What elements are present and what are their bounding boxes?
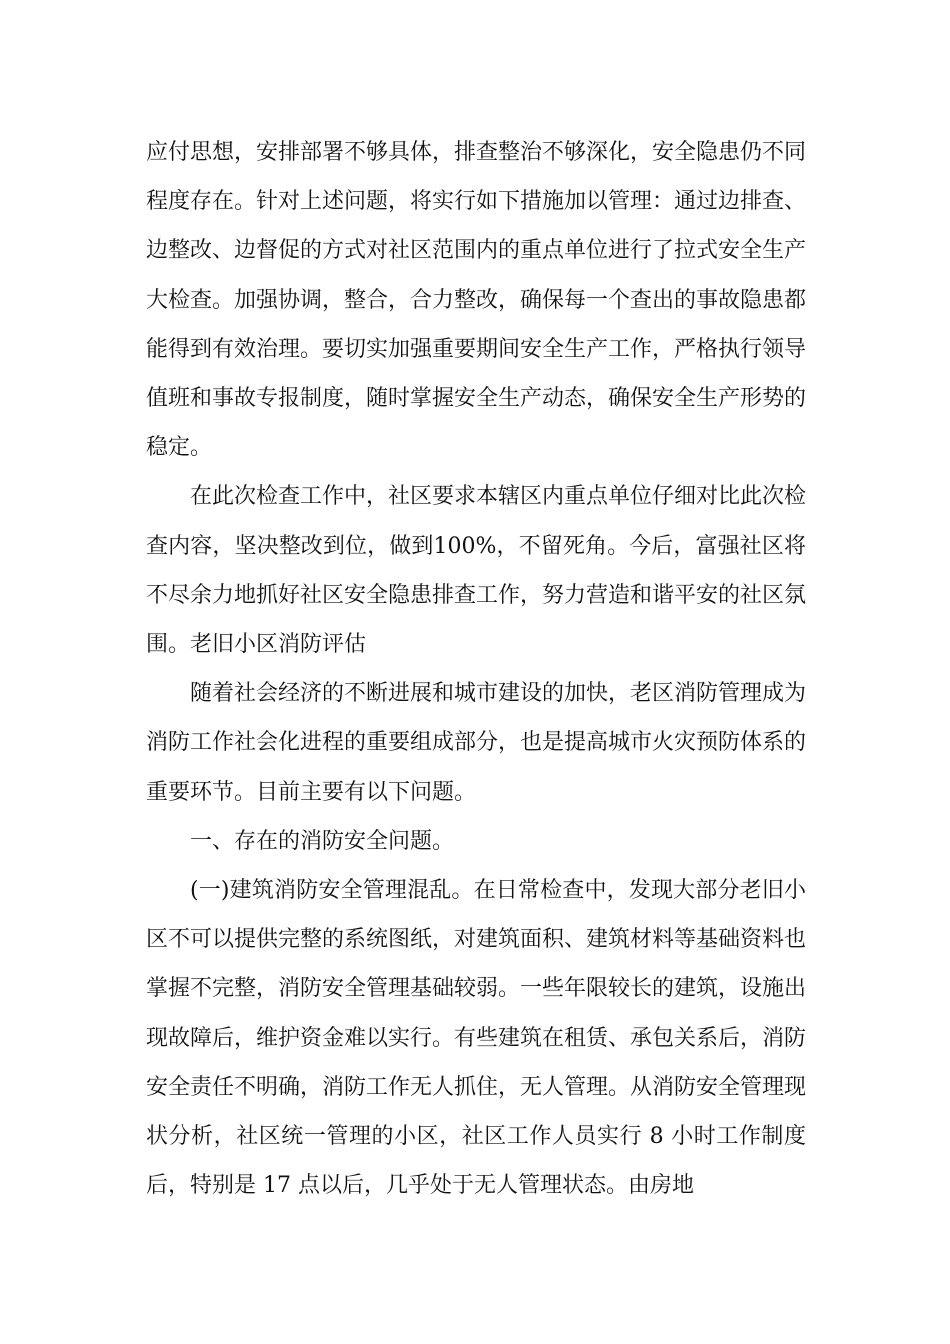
document-body <box>146 128 806 1210</box>
paragraph-inspection-work: 在此次检查工作中，社区要求本辖区内重点单位仔细对比此次检查内容，坚决整改到位，做到100%，不留死角。今后，富强社区将不尽余力地抓好社区安全隐患排查工作，努力营造和谐平安的社区氛围。老旧小区消防评估 <box>146 484 807 658</box>
paragraph-continued: 应付思想，安排部署不够具体，排查整治不够深化，安全隐患仍不同程度存在。针对上述问题，将实行如下措施加以管理：通过边排查、边整改、边督促的方式对社区范围内的重点单位进行了拉式安全生产大检查。加强协调，整合，合力整改，确保每一个查出的事故隐患都能得到有效治理。要切实加强重要期间安全生产工作，严格执行领导值班和事故专报制度，随时掌握安全生产动态，确保安全生产形势的稳定。 <box>146 140 807 461</box>
section-heading-problems: 一、存在的消防安全问题。 <box>190 828 455 854</box>
paragraph-building-management: (一)建筑消防安全管理混乱。在日常检查中，发现大部分老旧小区不可以提供完整的系统图纸，对建筑面积、建筑材料等基础资料也掌握不完整，消防安全管理基础较弱。一些年限较长的建筑，设施出现故障后，维护资金难以实行。有些建筑在租赁、承包关系后，消防安全责任不明确，消防工作无人抓住，无人管理。从消防安全管理现状分析，社区统一管理的小区，社区工作人员实行 8 小时工作制度后，特别是 17 点以后，几乎处于无人管理状态。由房地 <box>146 878 807 1199</box>
paragraph-background: 随着社会经济的不断进展和城市建设的加快，老区消防管理成为消防工作社会化进程的重要组成部分，也是提高城市火灾预防体系的重要环节。目前主要有以下问题。 <box>146 681 807 805</box>
